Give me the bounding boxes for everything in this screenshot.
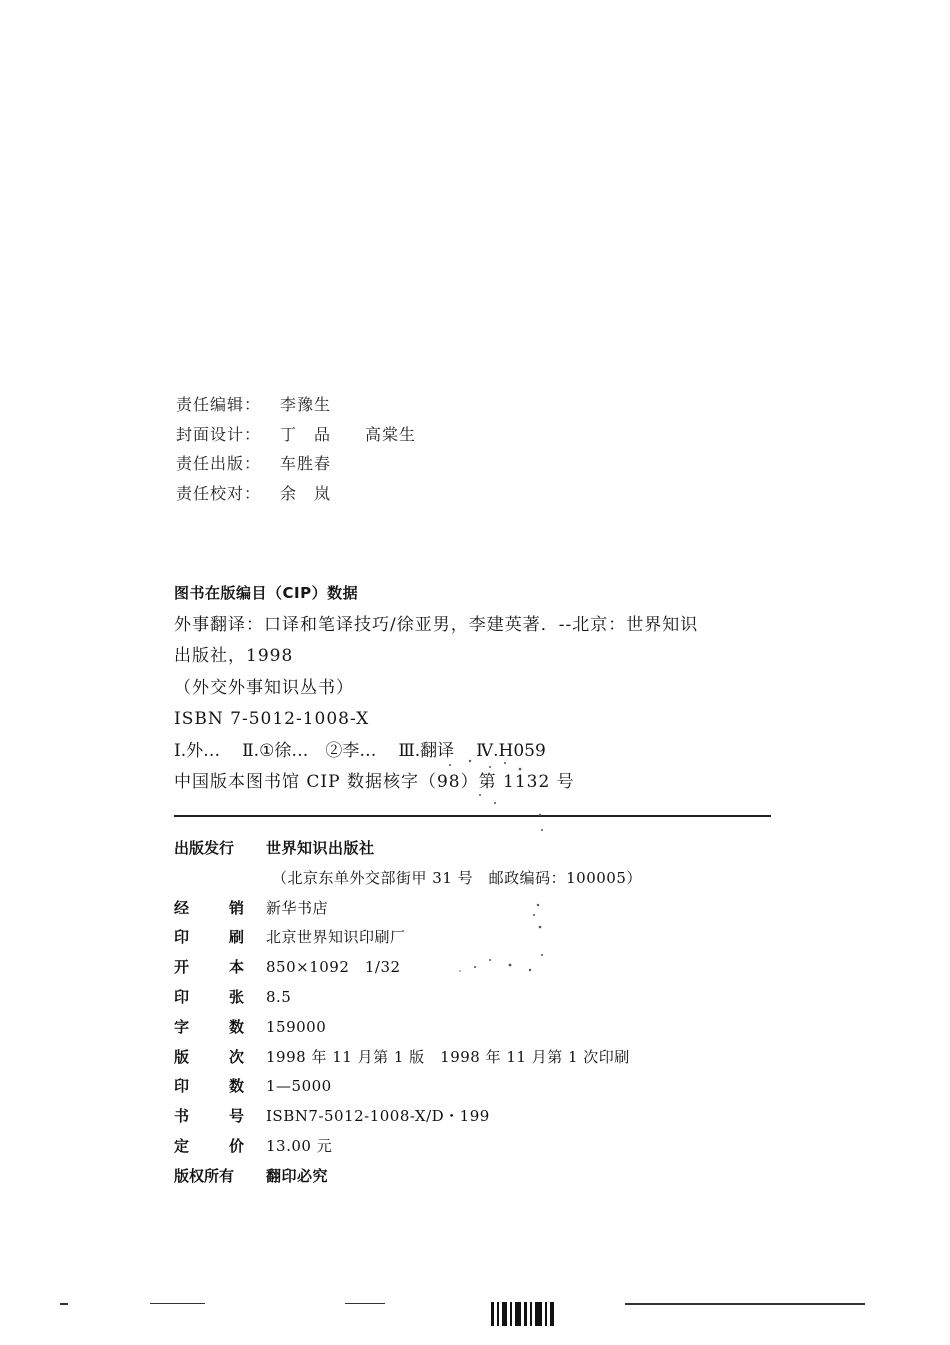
credit-row	[176, 420, 416, 450]
detail-label: 版 次	[174, 1047, 244, 1066]
detail-value: 1—5000	[266, 1077, 332, 1096]
detail-value: 1998 年 11 月第 1 版 1998 年 11 月第 1 次印刷	[266, 1047, 630, 1066]
credit-row	[176, 449, 416, 479]
detail-label: 书 号	[174, 1107, 244, 1126]
cip-heading: 图书在版编目（CIP）数据	[174, 584, 359, 602]
detail-label: 经 销	[174, 898, 244, 917]
scan-line	[345, 1303, 385, 1304]
detail-label: 印 刷	[174, 928, 244, 947]
detail-value: 850×1092 1/32	[266, 958, 401, 977]
credit-row	[176, 479, 416, 509]
cip-approval: 中国版本图书馆 CIP 数据核字（98）第 1132 号	[174, 772, 575, 792]
scan-line	[625, 1303, 865, 1305]
detail-row	[174, 1043, 642, 1073]
detail-value: 新华书店	[266, 898, 329, 917]
credit-label: 封面设计：	[176, 424, 262, 444]
detail-row	[174, 1072, 642, 1102]
detail-row	[174, 923, 642, 953]
detail-label: 字 数	[174, 1017, 244, 1036]
publisher-address: （北京东单外交部街甲 31 号 邮政编码：100005）	[272, 868, 642, 887]
detail-row	[174, 894, 642, 924]
credit-label: 责任编辑：	[176, 395, 262, 414]
publisher-label: 出版发行	[174, 839, 235, 857]
scan-line	[150, 1303, 205, 1304]
classification-item: Ⅰ.外…	[174, 740, 221, 761]
credit-label: 责任校对：	[176, 483, 262, 503]
detail-row	[174, 1102, 642, 1132]
publisher-name: 世界知识出版社	[266, 839, 375, 857]
detail-row	[174, 1013, 642, 1043]
detail-label: 印 数	[174, 1077, 244, 1096]
credit-value: 车胜春	[280, 454, 332, 473]
copyright-notice: 翻印必究	[266, 1166, 329, 1185]
credit-value: 李豫生	[280, 395, 332, 414]
classification-item: Ⅱ.①徐… ②李…	[242, 740, 377, 761]
detail-row	[174, 983, 642, 1013]
detail-row	[174, 1132, 642, 1162]
detail-label: 定 价	[174, 1136, 244, 1155]
cip-line: ISBN 7-5012-1008-X	[174, 709, 370, 729]
cip-line: 外事翻译：口译和笔译技巧/徐亚男，李建英著．--北京：世界知识	[174, 614, 699, 635]
credit-label: 责任出版：	[176, 454, 262, 473]
publisher-row	[174, 834, 642, 864]
scan-line	[60, 1303, 68, 1305]
detail-row	[174, 953, 642, 983]
classification-item: Ⅲ.翻译	[398, 740, 455, 761]
cip-line: 出版社，1998	[174, 646, 294, 666]
detail-value: 13.00 元	[266, 1136, 333, 1155]
publication-details	[174, 834, 642, 1192]
detail-label: 印 张	[174, 987, 244, 1006]
copyright-row	[174, 1162, 642, 1192]
detail-value: 159000	[266, 1017, 327, 1036]
cip-line: （外交外事知识丛书）	[174, 677, 354, 698]
detail-value: 北京世界知识印刷厂	[266, 928, 406, 947]
editorial-credits	[176, 390, 416, 508]
copyright-label: 版权所有	[174, 1166, 235, 1185]
credit-row	[176, 390, 416, 420]
barcode-fragment	[491, 1302, 554, 1326]
detail-label: 开 本	[174, 958, 244, 977]
credit-value: 丁 品 高棠生	[280, 424, 417, 444]
detail-value: 8.5	[266, 987, 292, 1006]
detail-value: ISBN7-5012-1008-X/D・199	[266, 1107, 490, 1126]
scan-noise	[430, 755, 570, 1015]
classification-item: Ⅳ.H059	[476, 740, 546, 761]
credit-value: 余 岚	[280, 483, 332, 503]
